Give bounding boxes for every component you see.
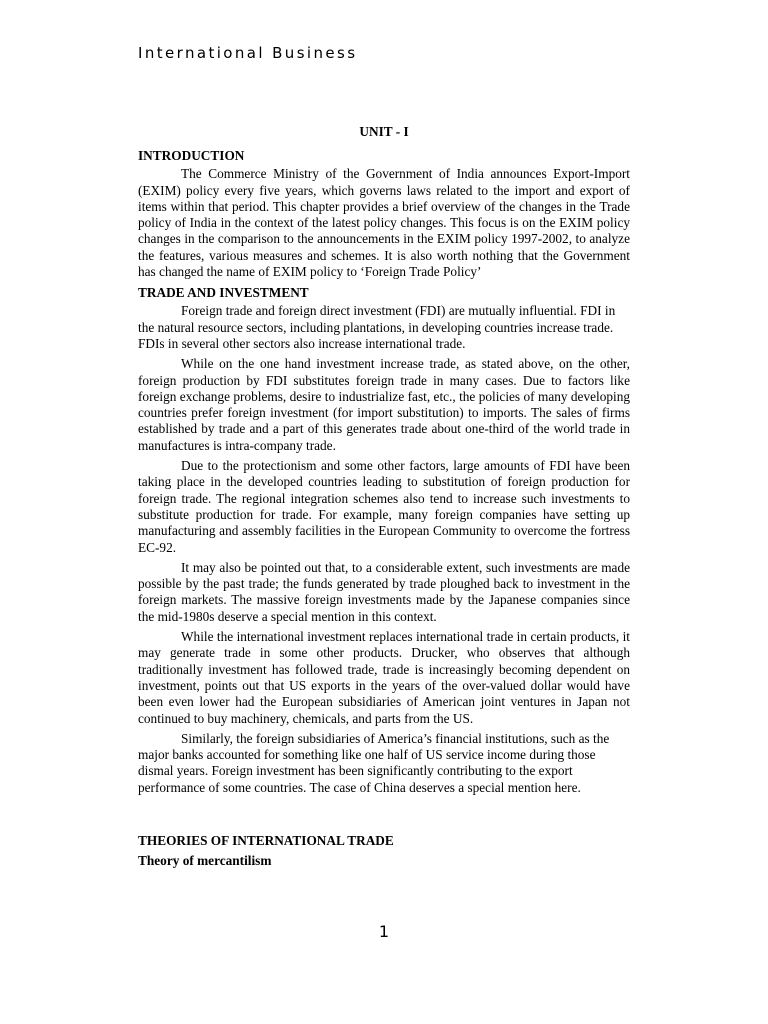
paragraph-trade-4: It may also be pointed out that, to a considerable extent, such investments are made possible by the past trade; the funds generated by trade ploughed back to investment in the foreign markets. The massive foreign investments made by the Japanese companies since the mid-1980s deserve a special mention in this context. [138, 559, 630, 624]
paragraph-trade-5: While the international investment replaces international trade in certain products, it may generate trade in some other products. Drucker, who observes that although traditionally investment has followed trade, trade is increasingly becoming dependent on investment, points out that US exports in the years of the over-valued dollar would have been even lower had the European subsidiaries of American joint ventures in Japan not continued to buy machinery, chemicals, and parts from the US. [138, 629, 630, 726]
heading-trade-and-investment: TRADE AND INVESTMENT [138, 285, 309, 301]
running-header: International Business [138, 44, 358, 62]
paragraph-trade-2: While on the one hand investment increase trade, as stated above, on the other, foreign production by FDI substitutes foreign trade in many cases. Due to factors like foreign exchange problems, desire to industrialize fast, etc., the policies of many developing countries prefer foreign investment (for import substitution) to imports. The sales of firms established by trade and a part of this generates trade about one-third of the world trade in manufactures is intra-company trade. [138, 356, 630, 453]
heading-introduction: INTRODUCTION [138, 148, 245, 164]
paragraph-trade-3: Due to the protectionism and some other factors, large amounts of FDI have been taking place in the developed countries leading to substitution of foreign production for foreign trade. The regional integration schemes also tend to increase such investments to substitute production for trade. For example, many foreign companies have setting up manufacturing and assembly facilities in the European Community to overcome the fortress EC-92. [138, 458, 630, 555]
page-body [138, 124, 630, 870]
heading-theories: THEORIES OF INTERNATIONAL TRADE [138, 832, 394, 848]
unit-title: UNIT - I [359, 124, 409, 139]
paragraph-introduction: The Commerce Ministry of the Government of India announces Export-Import (EXIM) policy every five years, which governs laws related to the import and export of items within that period. This chapter provides a brief overview of the changes in the Trade policy of India in the context of the latest policy changes. This focus is on the EXIM policy changes in the comparison to the announcements in the EXIM policy 1997-2002, to analyze the features, various measures and schemes. It is also worth nothing that the Government has changed the name of EXIM policy to ‘Foreign Trade Policy’ [138, 166, 630, 280]
paragraph-trade-6: Similarly, the foreign subsidiaries of America’s financial institutions, such as the major banks accounted for something like one half of US service income during those dismal years. Foreign investment has been significantly contributing to the export performance of some countries. The case of China deserves a special mention here. [138, 730, 610, 795]
paragraph-trade-1: Foreign trade and foreign direct investment (FDI) are mutually influential. FDI in the natural resource sectors, including plantations, in developing countries increase trade. FDIs in several other sectors also increase international trade. [138, 303, 616, 351]
page-number: 1 [378, 922, 390, 941]
subheading-mercantilism: Theory of mercantilism [138, 852, 272, 868]
